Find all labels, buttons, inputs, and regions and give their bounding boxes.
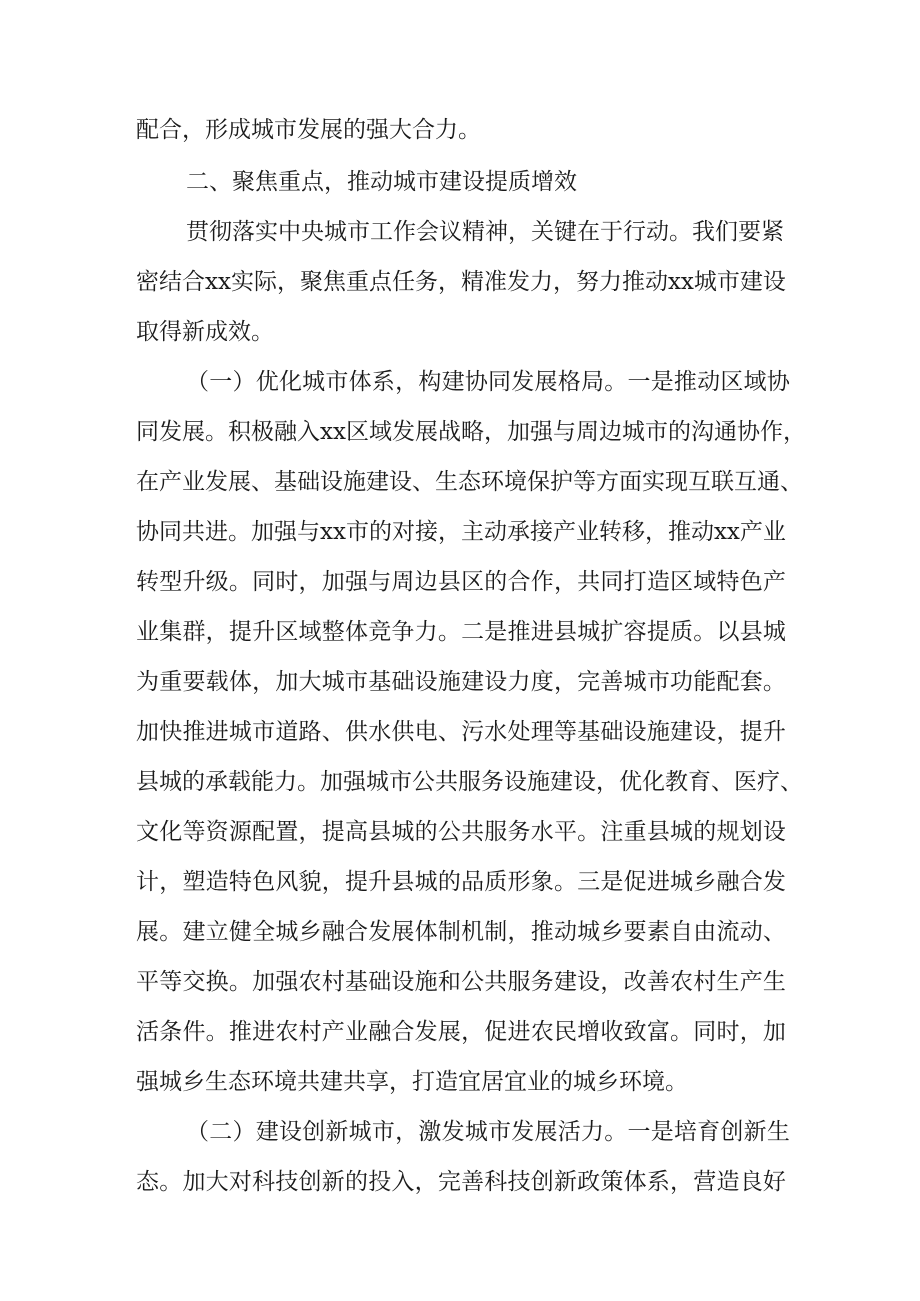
paragraph-line: 县 城 的 承 载 能 力 。 加 强 城 市 公 共 服 务 设 施 建 设 ， 优 化 教 育 、 医 疗 、	[136, 769, 803, 795]
text-line	[0, 462, 920, 502]
text-line	[0, 812, 920, 852]
subsection-heading-line: （ 二 ） 建 设 创 新 城 市 ， 激 发 城 市 发 展 活 力 。 一 是 培 育 创 新 生	[186, 1119, 790, 1145]
text-line	[0, 1112, 920, 1152]
paragraph-line: 协 同 共 进 。 加 强 与 xx 市 的 对 接 ， 主 动 承 接 产 业 转 移 ， 推 动 xx 产 业	[136, 519, 786, 545]
paragraph-line: 展 。 建 立 健 全 城 乡 融 合 发 展 体 制 机 制 ， 推 动 城 乡 要 素 自 由 流 动 、	[136, 919, 786, 945]
paragraph-line: 活 条 件 。 推 进 农 村 产 业 融 合 发 展 ， 促 进 农 民 增 收 致 富 。 同 时 ， 加	[136, 1019, 786, 1045]
text-line	[0, 562, 920, 602]
paragraph-line: 取得新成效。	[136, 319, 274, 345]
paragraph-line: 计 ， 塑 造 特 色 风 貌 ， 提 升 县 城 的 品 质 形 象 。 三 是 促 进 城 乡 融 合 发	[136, 869, 786, 895]
text-line	[0, 362, 920, 402]
text-line	[0, 110, 920, 150]
text-line	[0, 512, 920, 552]
paragraph-line: 为 重 要 载 体 ， 加 大 城 市 基 础 设 施 建 设 力 度 ， 完 善 城 市 功 能 配 套 。	[136, 669, 786, 695]
text-line	[0, 662, 920, 702]
text-line	[0, 962, 920, 1002]
text-line	[0, 912, 920, 952]
paragraph-line: 密 结 合 xx 实 际 ， 聚 焦 重 点 任 务 ， 精 准 发 力 ， 努 力 推 动 xx 城 市 建 设	[136, 269, 786, 295]
text-line	[0, 862, 920, 902]
paragraph-line: 同 发 展 。 积 极 融 入 xx 区 域 发 展 战 略 ， 加 强 与 周 边 城 市 的 沟 通 协 作 ，	[136, 419, 806, 445]
paragraph-line: 在 产 业 发 展 、 基 础 设 施 建 设 、 生 态 环 境 保 护 等 方 面 实 现 互 联 互 通 、	[136, 469, 803, 495]
paragraph-line: 贯 彻 落 实 中 央 城 市 工 作 会 议 精 神 ， 关 键 在 于 行 动 。 我 们 要 紧	[186, 219, 784, 245]
text-line	[0, 162, 920, 202]
text-line	[0, 262, 920, 302]
text-line	[0, 1062, 920, 1102]
paragraph-line: 转 型 升 级 。 同 时 ， 加 强 与 周 边 县 区 的 合 作 ， 共 同 打 造 区 域 特 色 产	[136, 569, 786, 595]
paragraph-line: 强城乡生态环境共建共享，打造宜居宜业的城乡环境。	[136, 1069, 688, 1095]
text-line	[0, 1162, 920, 1202]
subsection-heading-line: （ 一 ） 优 化 城 市 体 系 ， 构 建 协 同 发 展 格 局 。 一 是 推 动 区 域 协	[186, 369, 790, 395]
paragraph-line: 业 集 群 ， 提 升 区 域 整 体 竞 争 力 。 二 是 推 进 县 城 扩 容 提 质 。 以 县 城	[136, 619, 786, 645]
text-line	[0, 612, 920, 652]
paragraph-line: 平 等 交 换 。 加 强 农 村 基 础 设 施 和 公 共 服 务 建 设 ， 改 善 农 村 生 产 生	[136, 969, 786, 995]
text-line	[0, 212, 920, 252]
section-heading: 二、聚焦重点，推动城市建设提质增效	[186, 169, 577, 195]
text-line	[0, 412, 920, 452]
text-line	[0, 312, 920, 352]
text-line	[0, 1012, 920, 1052]
text-line	[0, 762, 920, 802]
paragraph-continuation: 配合，形成城市发展的强大合力。	[136, 117, 481, 143]
text-line	[0, 712, 920, 752]
paragraph-line: 加 快 推 进 城 市 道 路 、 供 水 供 电 、 污 水 处 理 等 基 础 设 施 建 设 ， 提 升	[136, 719, 786, 745]
paragraph-line: 文 化 等 资 源 配 置 ， 提 高 县 城 的 公 共 服 务 水 平 。 注 重 县 城 的 规 划 设	[136, 819, 786, 845]
paragraph-line: 态 。 加 大 对 科 技 创 新 的 投 入 ， 完 善 科 技 创 新 政 策 体 系 ， 营 造 良 好	[136, 1169, 786, 1195]
